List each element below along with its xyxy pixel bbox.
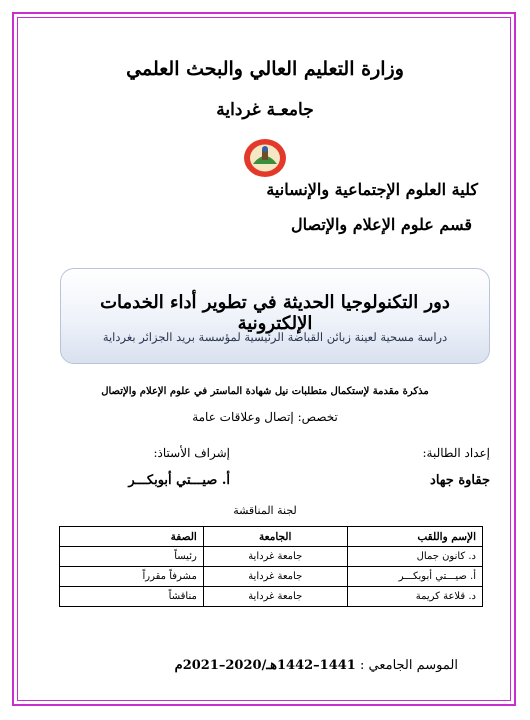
academic-year-value: 1441–1442هـ/2020–2021م (174, 658, 356, 673)
member-role: مناقشاً (60, 587, 204, 607)
column-header-university: الجامعة (203, 527, 347, 547)
member-university: جامعة غرداية (203, 547, 347, 567)
member-name: د. قلاعة كريمة (347, 587, 482, 607)
supervisor-label: إشراف الأستاذ: (153, 446, 230, 460)
department-heading: قسم علوم الإعلام والإتصال (291, 215, 472, 234)
table-row (60, 547, 483, 567)
column-header-name: الإسم واللقب (347, 527, 482, 547)
supervisor-name: أ. صيـــتي أبوبكـــر (128, 473, 230, 488)
column-header-role: الصفة (60, 527, 204, 547)
table-row (60, 567, 483, 587)
academic-year (175, 658, 458, 673)
member-role: رئيساً (60, 547, 204, 567)
committee-table (59, 526, 483, 607)
university-heading: جامعـة غرداية (216, 100, 314, 120)
ministry-heading: وزارة التعليم العالي والبحث العلمي (126, 58, 404, 80)
member-name: د. كانون جمال (347, 547, 482, 567)
student-label: إعداد الطالبة: (422, 446, 490, 460)
committee-title: لجنة المناقشة (233, 504, 297, 517)
table-row (60, 587, 483, 607)
memo-statement: مذكرة مقدمة لإستكمال متطلبات نيل شهادة الماستر في علوم الإعلام والإتصال (101, 386, 429, 397)
member-university: جامعة غرداية (203, 567, 347, 587)
thesis-subtitle: دراسة مسحية لعينة زبائن القباضة الرئيسية لمؤسسة بريد الجزائر بغرداية (102, 330, 448, 344)
member-role: مشرفاً مقرراً (60, 567, 204, 587)
specialization: تخصص: إتصال وعلاقات عامة (192, 410, 338, 424)
member-name: أ. صيـــتي أبوبكـــر (347, 567, 482, 587)
member-university: جامعة غرداية (203, 587, 347, 607)
faculty-heading: كلية العلوم الإجتماعية والإنسانية (266, 180, 478, 199)
student-name: جقاوة جهاد (430, 473, 490, 488)
table-header-row (60, 527, 483, 547)
academic-year-label: الموسم الجامعي : (360, 658, 458, 673)
university-logo-icon (243, 138, 287, 178)
thesis-title: دور التكنولوجيا الحديثة في تطوير أداء الخدمات الإلكترونية (100, 292, 450, 334)
